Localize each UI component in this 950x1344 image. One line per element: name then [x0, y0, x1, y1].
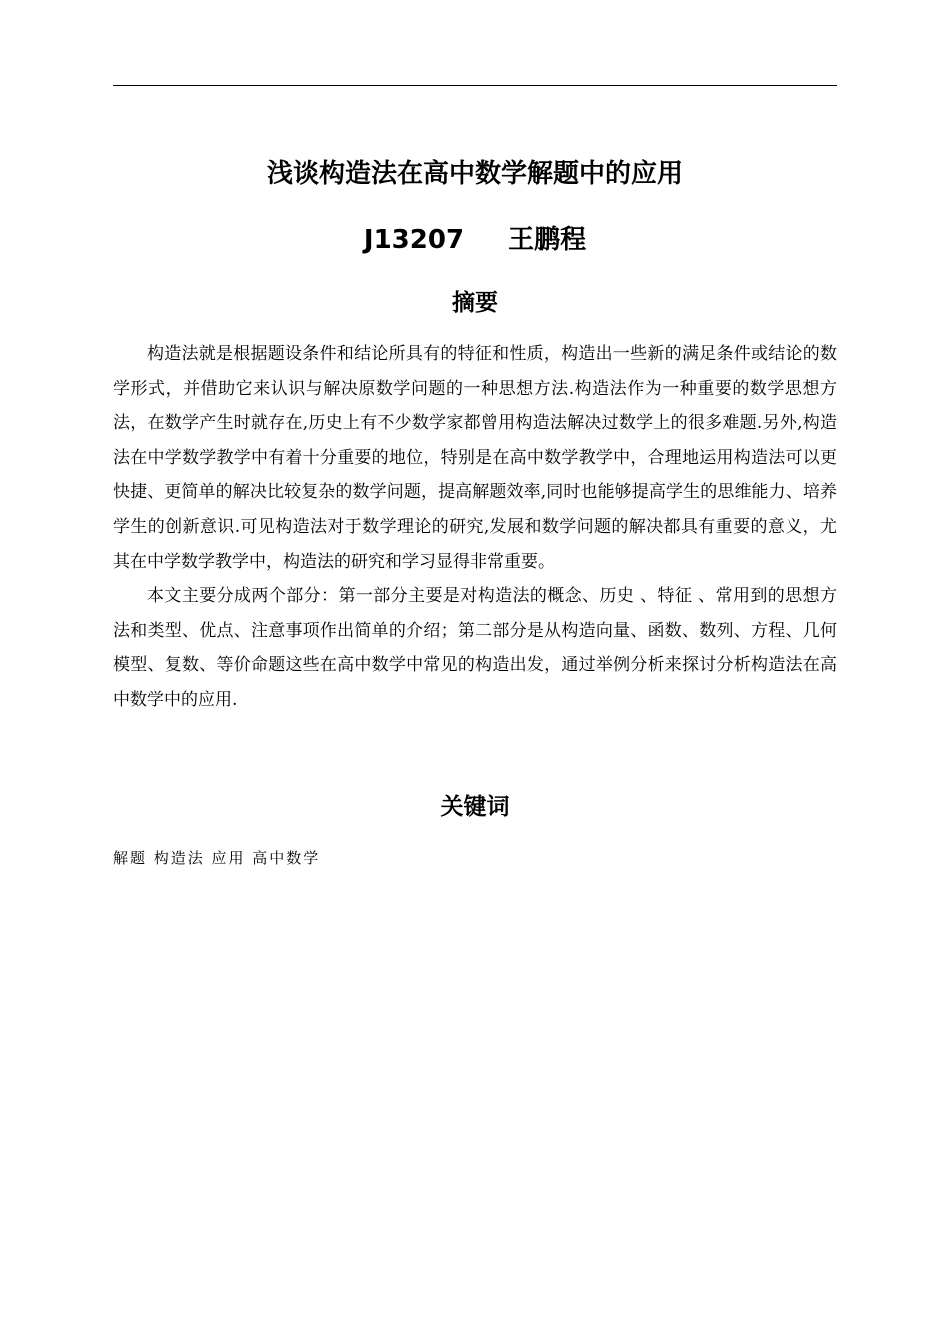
author-name: 王鹏程 [508, 225, 587, 255]
author-line [113, 218, 837, 262]
header-rule [113, 85, 837, 86]
abstract-heading: 摘要 [452, 290, 498, 316]
student-id: J13207 [363, 225, 465, 255]
keywords-list: 解题 构造法 应用 高中数学 [113, 849, 321, 867]
abstract-paragraph-2: 本文主要分成两个部分：第一部分主要是对构造法的概念、历史 、特征 、常用到的思想方法和类型、优点、注意事项作出简单的介绍；第二部分是从构造向量、函数、数列、方程、几何模型、复数、等价命题这些在高中数学中常见的构造出发，通过举例分析来探讨分析构造法在高中数学中的应用. [113, 586, 837, 710]
abstract-body [113, 337, 837, 718]
keywords-heading: 关键词 [440, 794, 510, 820]
paper-title: 浅谈构造法在高中数学解题中的应用 [266, 159, 683, 189]
abstract-paragraph-1: 构造法就是根据题设条件和结论所具有的特征和性质，构造出一些新的满足条件或结论的数学形式，并借助它来认识与解决原数学问题的一种思想方法.构造法作为一种重要的数学思想方法，在数学产生时就存在,历史上有不少数学家都曾用构造法解决过数学上的很多难题.另外,构造法在中学数学教学中有着十分重要的地位，特别是在高中数学教学中，合理地运用构造法可以更快捷、更简单的解决比较复杂的数学问题，提高解题效率,同时也能够提高学生的思维能力、培养学生的创新意识.可见构造法对于数学理论的研究,发展和数学问题的解决都具有重要的意义，尤其在中学数学教学中，构造法的研究和学习显得非常重要。 [113, 344, 837, 572]
